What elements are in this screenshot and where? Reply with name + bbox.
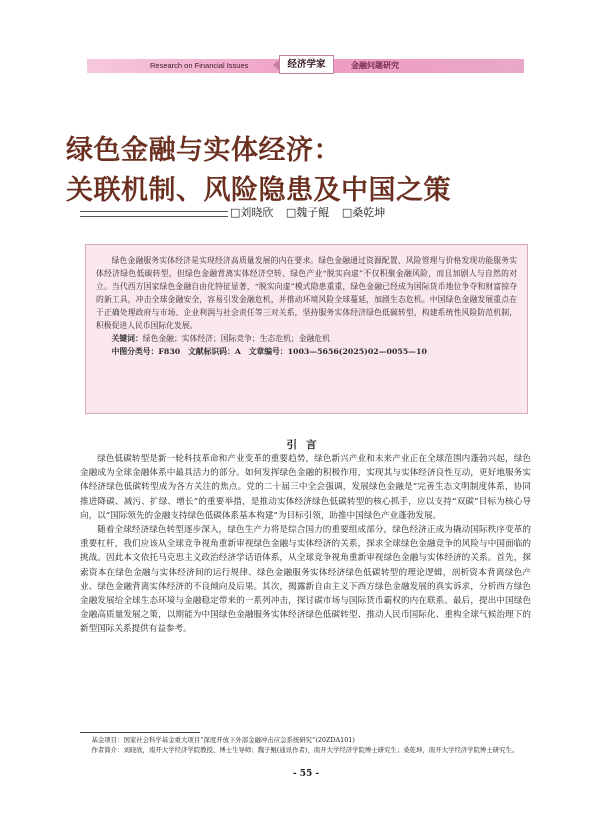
page-number: - 55 - — [292, 769, 320, 779]
keywords-label: 关键词： — [111, 334, 143, 343]
article-title-line1: 绿色金融与实体经济： — [66, 135, 341, 166]
section-tag: 经济学家 — [279, 55, 334, 74]
keywords — [96, 332, 517, 345]
paragraph-2: 随着全球经济绿色转型逐步深入，绿色生产力将是综合国力的重要组成部分，绿色经济正成为撬动国际秩序变革的重要杠杆，我们应该从全球竞争视角重新审视绿色金融与实体经济的关系，探求全球绿色金融竞争的风险与中国面临的挑战。因此本文依托马克思主义政治经济学话语体系，从全球竞争视角重新审视绿色金融与实体经济的关系。首先，探索资本在绿色金融与实体经济间的运行规律、绿色金融服务实体经济绿色低碳转型的理论逻辑，剖析资本背离绿色产业、绿色金融背离实体经济的不良倾向及后果。其次，揭露新自由主义下西方绿色金融发展的真实诉求，分析西方绿色金融发展给全球生态环境与金融稳定带来的一系列冲击，探讨碳市场与国际货币霸权的内在联系。最后，提出中国绿色金融高质量发展之策，以期能为中国绿色金融服务实体经济绿色低碳转型、推动人民币国际化、重构全球气候治理下的新型国际关系提供有益参考。 — [80, 525, 531, 635]
author-divider — [80, 211, 228, 217]
author-list — [230, 204, 394, 220]
footnotes — [80, 736, 531, 755]
article-title-line2: 关联机制、风险隐患及中国之策 — [66, 175, 451, 206]
footnote-funding: 基金项目：国家社会科学基金重大项目“深度开放下外部金融冲击应急系统研究”(20ZDA101) — [91, 736, 355, 744]
paragraph-1: 绿色低碳转型是新一轮科技革命和产业变革的重要趋势，绿色新兴产业和未来产业正在全球范围内蓬勃兴起，绿色金融成为全球金融体系中最具活力的部分。如何发挥绿色金融的积极作用，实现其与实体经济良性互动，更好地服务实体经济绿色低碳转型成为各方关注的焦点。党的二十届三中全会强调，发展绿色金融是“完善生态文明制度体系，协同推进降碳、减污、扩绿、增长”的重要举措，是推动实体经济绿色低碳转型的核心抓手，应以支持“双碳”目标为核心导向，以“国际领先的金融支持绿色低碳体系基本构建”为目标引领，助推中国绿色产业蓬勃发展。 — [80, 454, 531, 521]
abstract-text: 绿色金融服务实体经济是实现经济高质量发展的内在要求。绿色金融通过资源配置、风险管理与价格发现功能服务实体经济绿色低碳转型，但绿色金融背离实体经济空转、绿色产业“脱实向虚”不仅积聚金融风险，而且加剧人与自然的对立。当代西方国家绿色金融自由化特征显著，“脱实向虚”模式隐患重重，绿色金融已经成为国际货币地位争夺和财富掠夺的新工具，冲击全球金融安全，容易引发金融危机，并推动环境风险全球蔓延，加剧生态危机。中国绿色金融发展重点在于正确处理政府与市场、企业利润与社会责任等三对关系，坚持服务实体经济绿色低碳转型，构建系统性风险防范机制，积极促进人民币国际化发展。 — [96, 256, 517, 330]
footnote-authors: 作者简介：刘晓欣，南开大学经济学院教授、博士生导师；魏子鲲(通讯作者)，南开大学经济学院博士研究生；桑乾坤，南开大学经济学院博士研究生。 — [91, 745, 519, 754]
classification-text: 中图分类号：F830 文献标识码：A 文章编号：1003—5656(2025)02—0055—10 — [111, 347, 427, 356]
body-text — [80, 452, 531, 637]
author-2: □魏子鲲 — [285, 206, 330, 219]
section-heading: 引言 — [286, 439, 326, 451]
keywords-text: 绿色金融；实体经济；国际竞争；生态危机；金融危机 — [142, 334, 330, 343]
author-3: □桑乾坤 — [341, 206, 386, 219]
journal-name-cn: 金融问题研究 — [351, 61, 399, 70]
footnote-divider — [80, 732, 200, 733]
classification-line — [96, 345, 517, 358]
journal-name-en: Research on Financial Issues — [150, 61, 249, 70]
abstract-box — [85, 244, 528, 414]
author-1: □刘晓欣 — [230, 206, 274, 219]
